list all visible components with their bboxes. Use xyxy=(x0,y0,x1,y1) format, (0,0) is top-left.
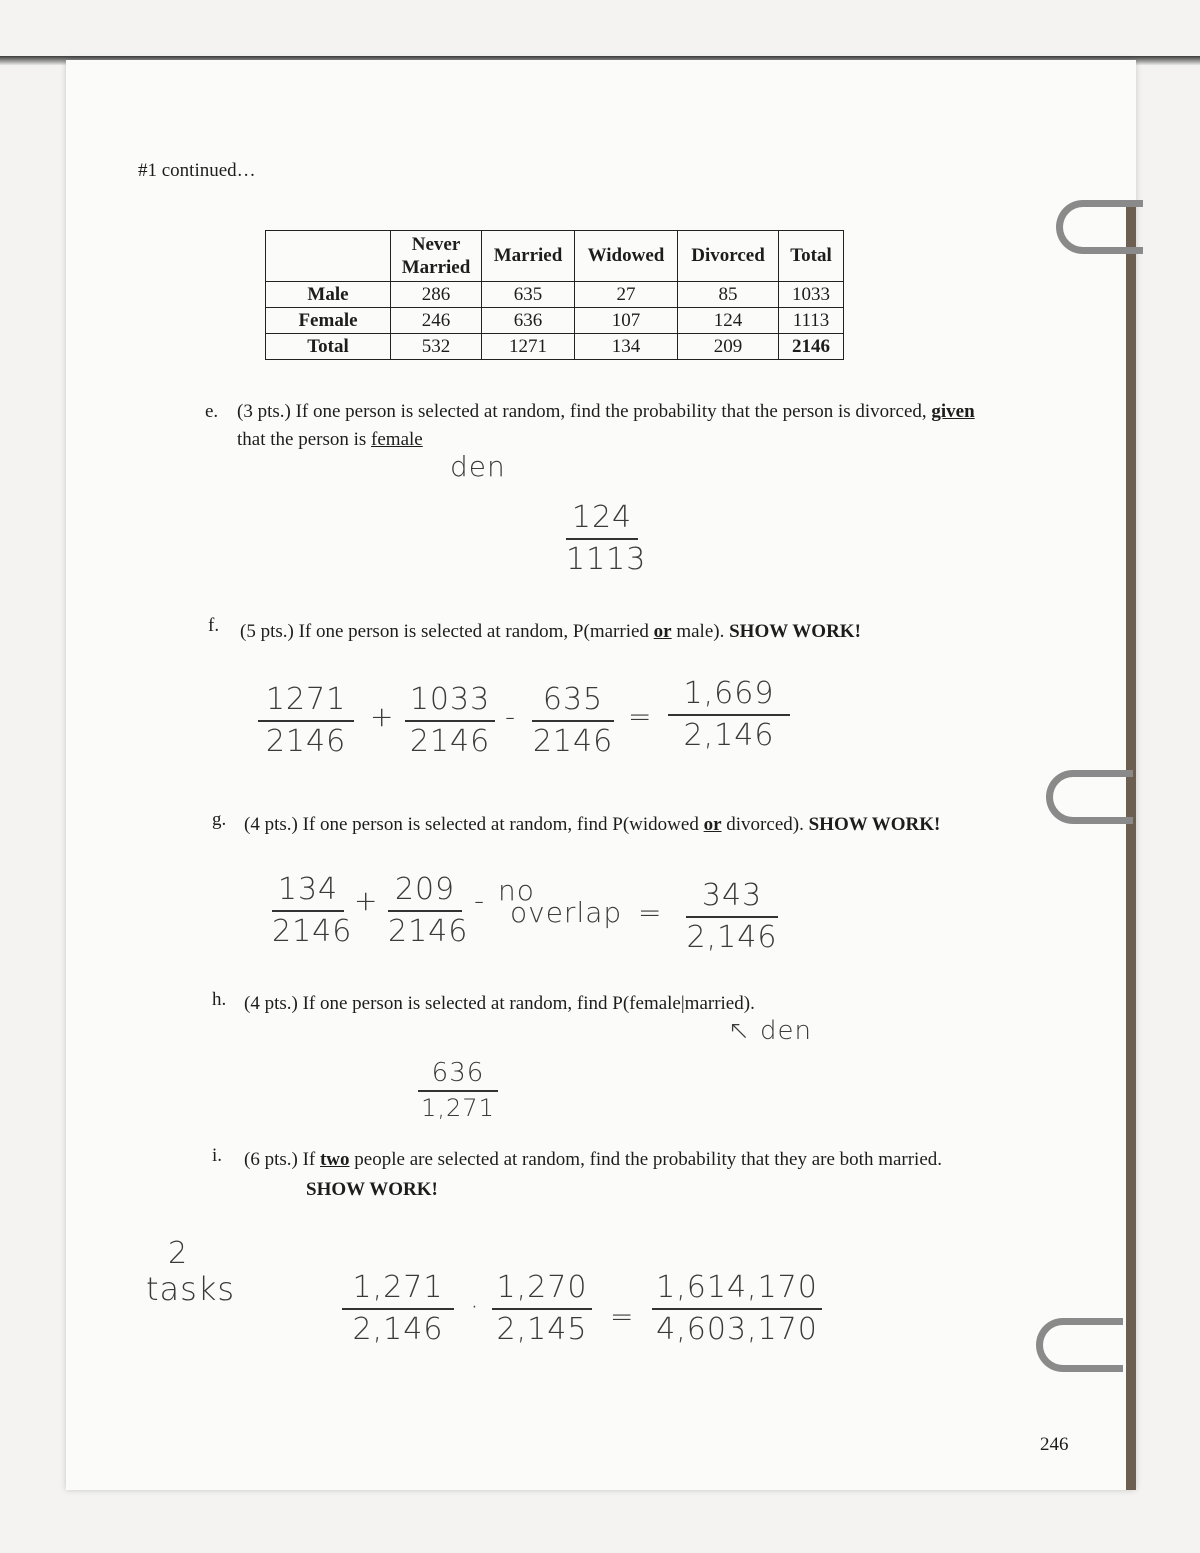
fraction-bar xyxy=(492,1308,592,1310)
question-h-letter: h. xyxy=(212,989,227,1010)
question-f-term-1 xyxy=(258,682,354,760)
fraction-denominator: 4,603,170 xyxy=(656,1312,818,1347)
fraction-denominator: 1113 xyxy=(566,542,647,577)
section-heading: #1 continued… xyxy=(138,160,256,181)
question-i-side-number: 2 xyxy=(168,1236,189,1271)
table-cell: 246 xyxy=(391,308,482,334)
fraction-bar xyxy=(566,538,638,540)
fraction-bar xyxy=(418,1090,498,1092)
question-h-prompt: If one person is selected at random, find P(female|married). xyxy=(302,993,755,1014)
table-cell: 532 xyxy=(391,334,482,360)
equals-sign: = xyxy=(638,896,663,929)
question-e-prompt-a: If one person is selected at random, find the probability that the person is divorced, xyxy=(295,401,927,422)
question-g-no: no xyxy=(498,874,535,907)
fraction-denominator: 1,271 xyxy=(421,1094,495,1122)
fraction-numerator: 1033 xyxy=(409,682,491,717)
row-label: Female xyxy=(266,308,391,334)
binder-ring-middle xyxy=(1046,770,1133,824)
table-row xyxy=(266,282,844,308)
table-header-cell xyxy=(266,231,391,282)
fraction-denominator: 2146 xyxy=(388,914,469,949)
fraction-denominator: 2146 xyxy=(409,724,491,759)
question-i-text xyxy=(244,1145,1004,1205)
fraction-denominator: 2146 xyxy=(265,724,347,759)
table-cell: 107 xyxy=(575,308,678,334)
fraction-numerator: 1,614,170 xyxy=(656,1270,818,1305)
equals-sign: = xyxy=(628,700,653,733)
question-e-prompt-b: that the person is xyxy=(237,429,367,450)
question-f-result xyxy=(668,676,790,754)
question-i-prompt-a: If xyxy=(302,1149,316,1170)
question-e-given: given xyxy=(931,401,975,422)
question-e-points: (3 pts.) xyxy=(237,401,291,422)
fraction-numerator: 1271 xyxy=(265,682,347,717)
question-f-prompt-a: If one person is selected at random, P(married xyxy=(298,621,649,642)
question-e-female: female xyxy=(371,429,423,450)
question-e-note: den xyxy=(450,450,506,483)
question-f-text xyxy=(240,618,1040,646)
question-f-term-2 xyxy=(405,682,495,760)
fraction-numerator: 1,669 xyxy=(683,676,775,711)
multiplication-dot: · xyxy=(470,1290,480,1323)
question-f-show-work: SHOW WORK! xyxy=(729,621,861,642)
question-g-term-1 xyxy=(272,872,353,950)
question-h-note: ↖ den xyxy=(728,1016,813,1046)
table-cell: 1271 xyxy=(482,334,575,360)
question-h-answer xyxy=(418,1058,498,1122)
fraction-denominator: 2,145 xyxy=(496,1312,588,1347)
fraction-numerator: 209 xyxy=(394,872,456,907)
question-i-letter: i. xyxy=(212,1145,223,1166)
marital-status-table xyxy=(265,230,844,360)
grand-total-cell: 2146 xyxy=(779,334,844,360)
page-number: 246 xyxy=(1040,1434,1069,1455)
fraction-numerator: 134 xyxy=(277,872,339,907)
question-g-prompt-a: If one person is selected at random, find P(widowed xyxy=(302,814,699,835)
table-header-cell: Married xyxy=(482,231,575,282)
fraction-numerator: 636 xyxy=(431,1058,485,1088)
question-g-or: or xyxy=(703,814,722,835)
fraction-bar xyxy=(652,1308,822,1310)
fraction-bar xyxy=(272,910,344,912)
question-g-result xyxy=(686,878,778,956)
question-f-letter: f. xyxy=(208,615,220,636)
minus-sign: - xyxy=(474,884,486,917)
table-cell: 124 xyxy=(678,308,779,334)
fraction-numerator: 635 xyxy=(542,682,604,717)
table-header-cell: Widowed xyxy=(575,231,678,282)
question-f-term-3 xyxy=(532,682,614,760)
question-f-points: (5 pts.) xyxy=(240,621,294,642)
question-i-prompt-b: people are selected at random, find the probability that they are both married. xyxy=(354,1149,943,1170)
table-header-cell: Total xyxy=(779,231,844,282)
minus-sign: - xyxy=(505,700,517,733)
table-cell: 1113 xyxy=(779,308,844,334)
fraction-numerator: 1,271 xyxy=(352,1270,444,1305)
fraction-denominator: 2,146 xyxy=(683,718,775,753)
question-i-term-2 xyxy=(492,1270,592,1348)
table-cell: 1033 xyxy=(779,282,844,308)
question-h-points: (4 pts.) xyxy=(244,993,298,1014)
fraction-bar xyxy=(405,720,495,722)
row-label: Male xyxy=(266,282,391,308)
question-e-text xyxy=(237,398,1057,454)
question-g-letter: g. xyxy=(212,809,227,830)
table-header-cell: Never Married xyxy=(391,231,482,282)
table-cell: 635 xyxy=(482,282,575,308)
question-g-overlap: overlap xyxy=(510,896,623,929)
table-header-row xyxy=(266,231,844,282)
fraction-bar xyxy=(258,720,354,722)
question-e-letter: e. xyxy=(205,401,219,422)
fraction-bar xyxy=(668,714,790,716)
question-i-points: (6 pts.) xyxy=(244,1149,298,1170)
question-g-text xyxy=(244,811,1044,839)
plus-sign: + xyxy=(354,884,379,917)
fraction-numerator: 1,270 xyxy=(496,1270,588,1305)
equals-sign: = xyxy=(610,1300,635,1333)
table-cell: 85 xyxy=(678,282,779,308)
fraction-bar xyxy=(532,720,614,722)
question-e-answer xyxy=(566,500,647,578)
question-i-side-word: tasks xyxy=(146,1270,236,1308)
binder-ring-top xyxy=(1056,200,1143,254)
page-stack-edge xyxy=(1126,200,1136,1490)
table-cell: 134 xyxy=(575,334,678,360)
binder-ring-bottom xyxy=(1036,1318,1123,1372)
question-i-show-work: SHOW WORK! xyxy=(306,1179,438,1200)
question-i-result xyxy=(652,1270,822,1348)
table-cell: 27 xyxy=(575,282,678,308)
fraction-denominator: 2146 xyxy=(532,724,614,759)
fraction-denominator: 2,146 xyxy=(686,920,778,955)
question-g-prompt-b: divorced). xyxy=(726,814,804,835)
fraction-denominator: 2146 xyxy=(272,914,353,949)
table-cell: 209 xyxy=(678,334,779,360)
table-row xyxy=(266,334,844,360)
row-label: Total xyxy=(266,334,391,360)
question-g-points: (4 pts.) xyxy=(244,814,298,835)
fraction-bar xyxy=(342,1308,454,1310)
fraction-denominator: 2,146 xyxy=(352,1312,444,1347)
question-i-two: two xyxy=(319,1149,350,1170)
fraction-bar xyxy=(686,916,778,918)
table-cell: 286 xyxy=(391,282,482,308)
question-g-term-2 xyxy=(388,872,469,950)
fraction-bar xyxy=(388,910,462,912)
fraction-numerator: 343 xyxy=(701,878,763,913)
question-f-or: or xyxy=(653,621,672,642)
table-cell: 636 xyxy=(482,308,575,334)
question-h-text xyxy=(244,990,1004,1018)
plus-sign: + xyxy=(370,700,395,733)
question-g-show-work: SHOW WORK! xyxy=(808,814,941,835)
question-f-prompt-b: male). xyxy=(676,621,725,642)
table-row xyxy=(266,308,844,334)
fraction-numerator: 124 xyxy=(571,500,633,535)
table-header-cell: Divorced xyxy=(678,231,779,282)
question-i-term-1 xyxy=(342,1270,454,1348)
